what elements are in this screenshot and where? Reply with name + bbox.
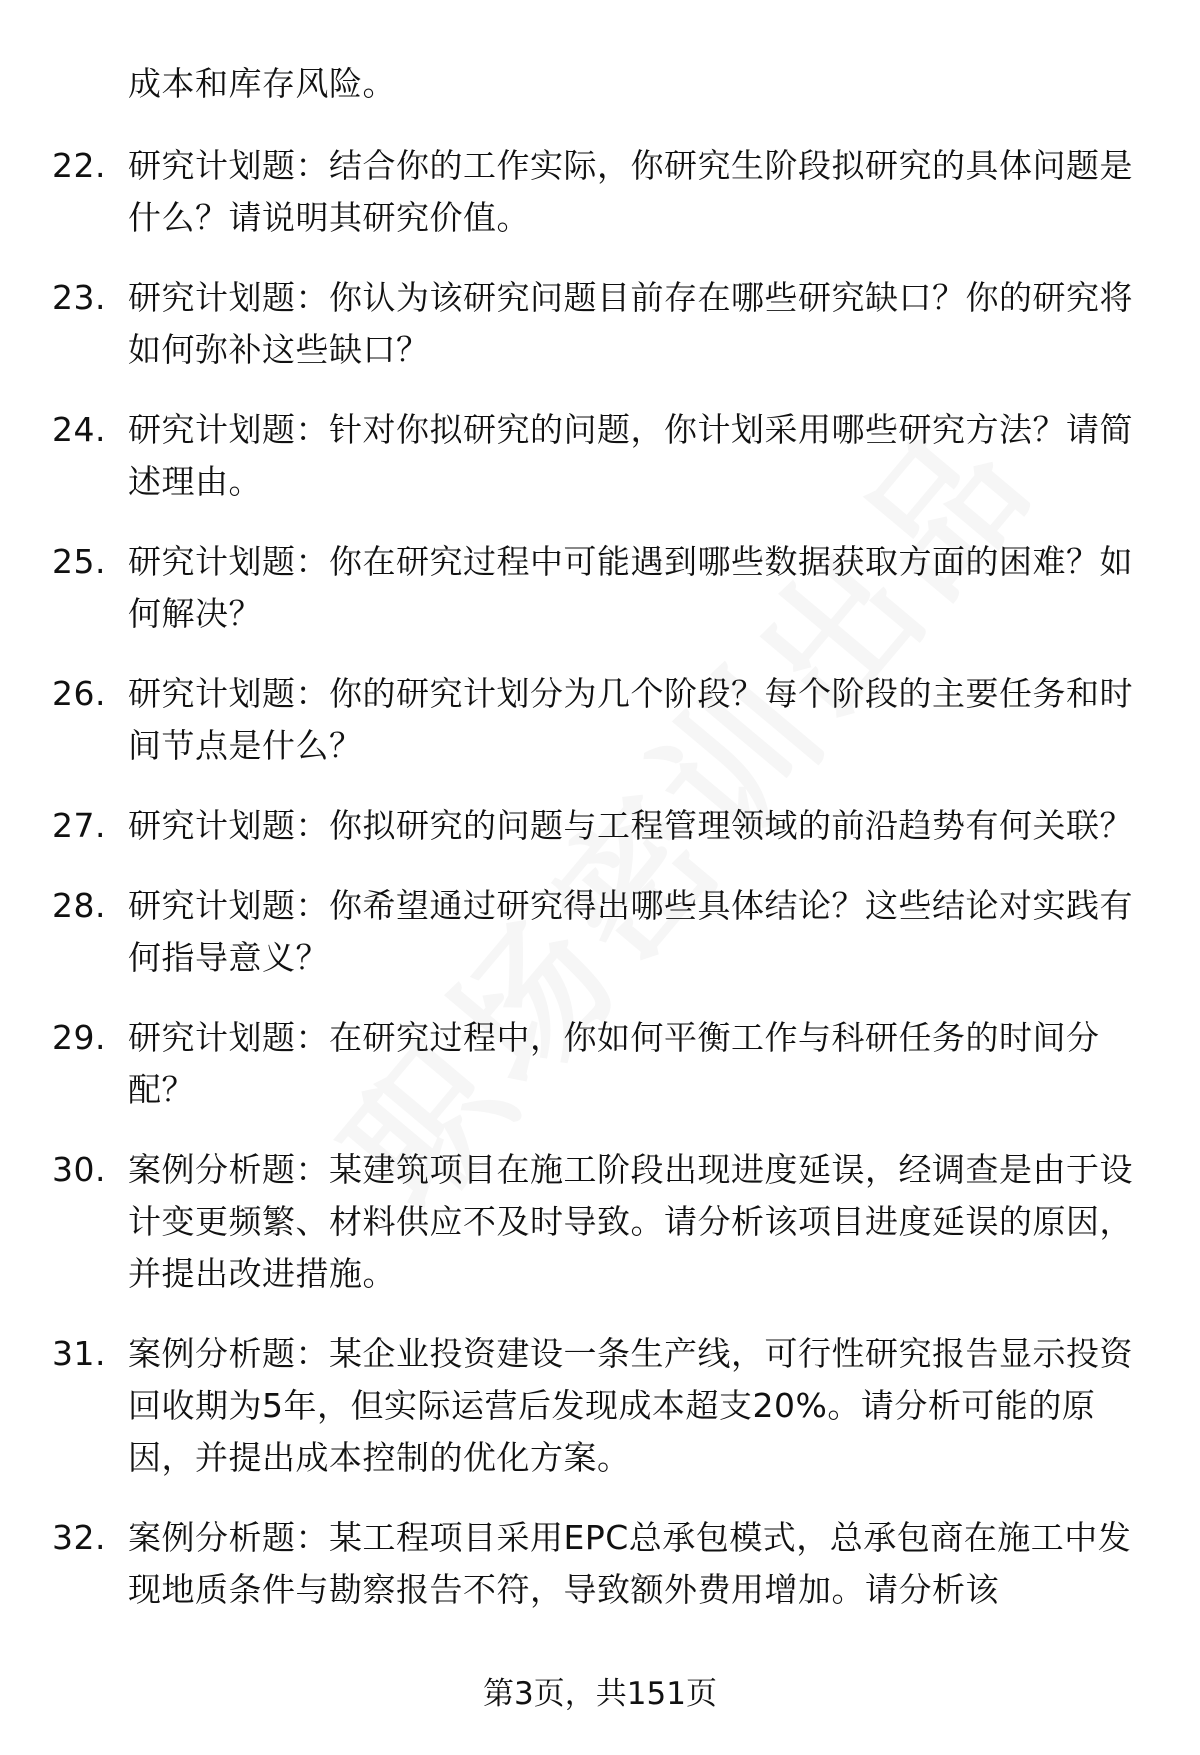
question-item [0, 1144, 1200, 1300]
question-number: 26. [52, 674, 106, 713]
question-text: 案例分析题：某建筑项目在施工阶段出现进度延误，经调查是由于设计变更频繁、材料供应不及时导致。请分析该项目进度延误的原因，并提出改进措施。 [128, 1150, 1133, 1293]
question-number: 30. [52, 1150, 106, 1189]
question-number: 24. [52, 410, 106, 449]
question-text: 研究计划题：你拟研究的问题与工程管理领域的前沿趋势有何关联？ [128, 806, 1133, 845]
question-text: 案例分析题：某工程项目采用EPC总承包模式，总承包商在施工中发现地质条件与勘察报告不符，导致额外费用增加。请分析该 [128, 1518, 1132, 1609]
question-text: 研究计划题：你希望通过研究得出哪些具体结论？这些结论对实践有何指导意义？ [128, 886, 1133, 977]
question-text: 研究计划题：你认为该研究问题目前存在哪些研究缺口？你的研究将如何弥补这些缺口？ [128, 278, 1133, 369]
question-number: 31. [52, 1334, 106, 1373]
question-number: 23. [52, 278, 106, 317]
question-item [0, 140, 1200, 244]
question-list [0, 140, 1200, 1644]
question-text: 研究计划题：针对你拟研究的问题，你计划采用哪些研究方法？请简述理由。 [128, 410, 1133, 501]
question-item [0, 1512, 1200, 1616]
page-footer: 第3页，共151页 [483, 1676, 717, 1712]
question-text: 研究计划题：结合你的工作实际，你研究生阶段拟研究的具体问题是什么？请说明其研究价值。 [128, 146, 1133, 237]
question-number: 25. [52, 542, 106, 581]
question-item [0, 272, 1200, 376]
question-item [0, 880, 1200, 984]
question-text: 研究计划题：在研究过程中，你如何平衡工作与科研任务的时间分配？ [128, 1018, 1100, 1109]
question-text: 案例分析题：某企业投资建设一条生产线，可行性研究报告显示投资回收期为5年，但实际运营后发现成本超支20%。请分析可能的原因，并提出成本控制的优化方案。 [128, 1334, 1133, 1477]
question-number: 28. [52, 886, 106, 925]
question-item [0, 668, 1200, 772]
question-item [0, 800, 1200, 852]
question-number: 32. [52, 1518, 106, 1557]
question-text: 研究计划题：你在研究过程中可能遇到哪些数据获取方面的困难？如何解决？ [128, 542, 1133, 633]
question-item [0, 404, 1200, 508]
question-text: 研究计划题：你的研究计划分为几个阶段？每个阶段的主要任务和时间节点是什么？ [128, 674, 1133, 765]
question-number: 27. [52, 806, 106, 845]
question-item [0, 536, 1200, 640]
question-item [0, 1012, 1200, 1116]
question-number: 22. [52, 146, 106, 185]
question-item [0, 1328, 1200, 1484]
question-number: 29. [52, 1018, 106, 1057]
continuation-text: 成本和库存风险。 [128, 64, 396, 103]
